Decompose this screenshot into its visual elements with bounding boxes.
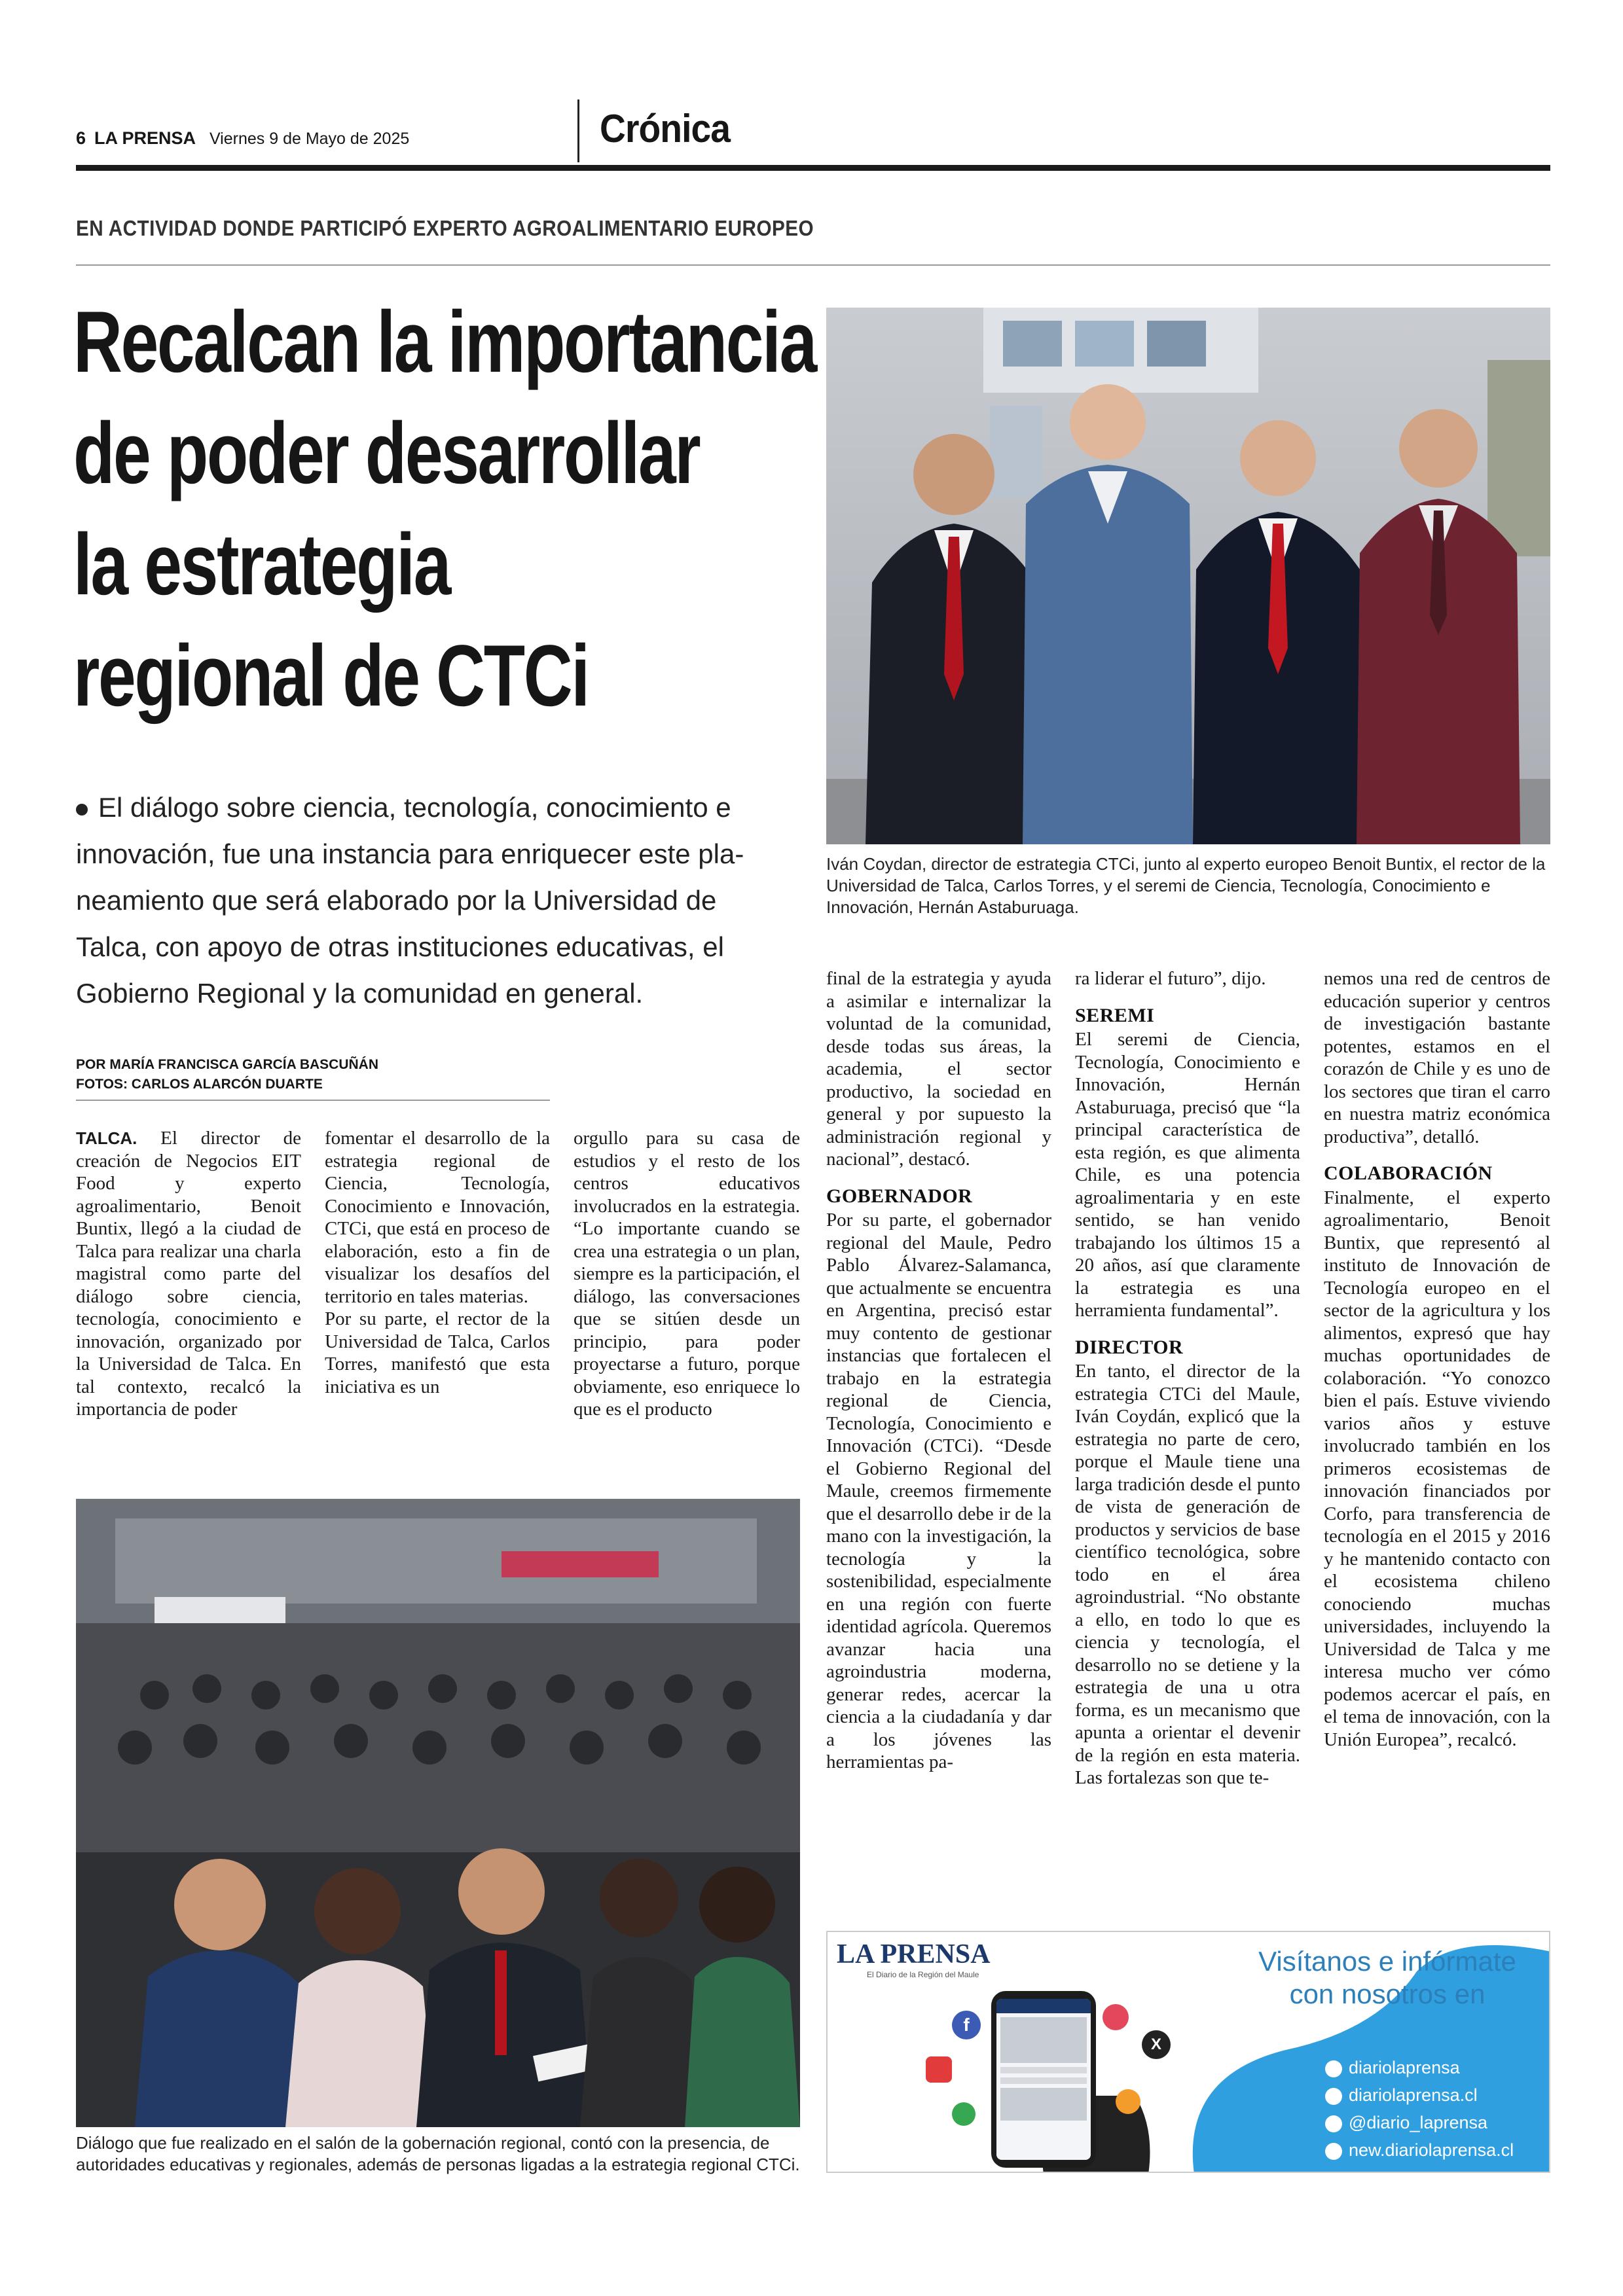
x-logo-icon: X	[1142, 2030, 1171, 2059]
byline-rule	[76, 1100, 550, 1101]
paragraph: El director de creación de Negocios EIT Food y experto agroalimentario, Benoit Buntix, llegó a la ciudad de Talca para realizar una charla magistral como parte del diálogo sobre ciencia, tecnología, conocimiento e innovación, organizado por la Universidad de Talca. En tal contexto, recalcó la importancia de poder	[76, 1128, 301, 1420]
paragraph: Por su parte, el rector de la Universidad de Talca, Carlos Torres, manifestó que esta iniciativa es un	[325, 1308, 550, 1397]
section-name: Crónica	[600, 107, 731, 151]
whatsapp-icon	[952, 2102, 976, 2126]
ad-headline	[1233, 1945, 1541, 2011]
ad-link-text: @diario_laprensa	[1349, 2113, 1488, 2132]
headline-line: la estrategia	[73, 516, 450, 613]
paragraph: El seremi de Ciencia, Tecnología, Conocimiento e Innovación, Hernán Astaburuaga, precisó que “la principal característica de esta región, es que alimenta Chile, es una potencia agroalimentaria y en este sentido, se han venido trabajando los últimos 15 a 20 años, así que claramente la estrategia es una herramienta fundamental”.	[1075, 1029, 1300, 1321]
deck	[76, 784, 790, 1016]
paragraph: En tanto, el director de la estrategia CTCi del Maule, Iván Coydán, explicó que la estrategia no parte de cero, porque el Maule tiene una larga tradición desde el punto de vista de generación de productos y servicios de base científico tecnológica, sobre todo en el área agroindustrial. “No obstante a ello, en todo lo que es ciencia y tecnología, el desarrollo no se detiene y la estrategia de una u otra forma, es un mecanismo que apunta a orientar el devenir de la región en esta materia. Las fortalezas son que te-	[1075, 1361, 1300, 1788]
photo-audience-caption: Diálogo que fue realizado en el salón de la gobernación regional, contó con la presencia, de autoridades educativas y regionales, además de personas ligadas a la estrategia regional CTCi.	[76, 2133, 800, 2174]
subheading-seremi: SEREMI	[1075, 1004, 1155, 1026]
notification-icon	[1103, 2004, 1129, 2030]
photo-audience	[76, 1499, 800, 2127]
page-header	[76, 128, 409, 149]
paragraph: nemos una red de centros de educación superior y centros de investigación bastante potentes, estamos en el corazón de Chile y es uno de los sectores que tiran el carro en nuestra matriz económica productiva”, detalló.	[1324, 968, 1550, 1147]
byline-photos: FOTOS: CARLOS ALARCÓN DUARTE	[76, 1077, 323, 1092]
paragraph: Finalmente, el experto agroalimentario, Benoit Buntix, que representó al instituto de Innovación de Tecnología europeo en el sector de la agricultura y los alimentos, expresó que hay muchas oportunidades de colaboración. “Yo conozco bien el país. Estuve viviendo varios años y estuve involucrado también en los primeros ecosistemas de innovación financiados por Corfo, para transferencia de tecnología en el 2015 y 2016 y he mantenido contacto con el ecosistema chileno conociendo muchas universidades, incluyendo la Universidad de Talca y me interesa mucho ver cómo podemos acercar el país, en el tema de innovación, con la Unión Europea”, recalcó.	[1324, 1187, 1550, 1750]
article-column	[76, 1127, 301, 1421]
ad-link-x[interactable]	[1325, 2109, 1541, 2136]
headline	[73, 287, 829, 732]
globe-icon	[1325, 2143, 1342, 2160]
deck-line: El diálogo sobre ciencia, tecnología, conocimiento e	[98, 792, 731, 823]
ad-link-facebook[interactable]	[1325, 2054, 1541, 2081]
photo-officials	[826, 308, 1550, 844]
issue-date: Viernes 9 de Mayo de 2025	[209, 130, 410, 148]
ad-link-text: diariolaprensa.cl	[1349, 2085, 1478, 2105]
kicker-rule	[76, 264, 1550, 266]
x-icon	[1325, 2115, 1342, 2132]
audience-photo-illustration	[76, 1499, 800, 2127]
article-column	[574, 1127, 800, 1421]
dateline: TALCA.	[76, 1128, 137, 1148]
photo-officials-caption: Iván Coydan, director de estrategia CTCi, junto al experto europeo Benoit Buntix, el rector de la Universidad de Talca, Carlos Torres, y el seremi de Ciencia, Tecnología, Conocimiento e Innovación, Hernán Astaburuaga.	[826, 854, 1546, 917]
web-icon	[1325, 2088, 1342, 2105]
deck-line: Gobierno Regional y la comunidad en general.	[76, 978, 644, 1009]
ad-links	[1325, 2054, 1541, 2164]
paragraph: final de la estrategia y ayuda a asimilar e internalizar la voluntad de la comunidad, desde todas sus áreas, la academia, el sector productivo, la sociedad en general y por supuesto la administración regional y nacional”, destacó.	[826, 968, 1051, 1170]
phone-screen	[996, 1999, 1091, 2160]
subheading-director: DIRECTOR	[1075, 1336, 1184, 1358]
paragraph: Por su parte, el gobernador regional del Maule, Pedro Pablo Álvarez-Salamanca, que actualmente se encuentra en Argentina, precisó estar muy contento de gestionar instancias que fortalecen el trabajo en la estrategia regional de Ciencia, Tecnología, Conocimiento e Innovación (CTCi). “Desde el Gobierno Regional del Maule, creemos firmemente que el desarrollo debe ir de la mano con la investigación, la tecnología y la sostenibilidad, especialmente en una región con fuerte identidad agrícola. Queremos avanzar hacia una agroindustria moderna, generar redes, acercar la ciencia a la ciudadanía y dar a los jóvenes las herramientas pa-	[826, 1210, 1051, 1772]
ad-headline-line: Visítanos e infórmate	[1258, 1946, 1516, 1977]
kicker: EN ACTIVIDAD DONDE PARTICIPÓ EXPERTO AGROALIMENTARIO EUROPEO	[76, 216, 814, 240]
publication-name: LA PRENSA	[94, 128, 196, 148]
bullet-icon	[76, 804, 88, 816]
paragraph: ra liderar el futuro”, dijo.	[1075, 968, 1266, 989]
subheading-gobernador: GOBERNADOR	[826, 1185, 973, 1207]
header-separator	[577, 99, 579, 162]
subheading-colaboracion: COLABORACIÓN	[1324, 1162, 1493, 1184]
headline-line: de poder desarrollar	[73, 405, 700, 502]
article-column	[826, 967, 1051, 1774]
paragraph: fomentar el desarrollo de la estrategia regional de Ciencia, Tecnología, Conocimiento e Innovación, CTCi, que está en proceso de elaboración, esto a fin de visualizar los desafíos del territorio en tales materias.	[325, 1128, 550, 1307]
youtube-icon	[926, 2056, 952, 2083]
headline-line: Recalcan la importancia	[73, 294, 816, 391]
ad-tagline: El Diario de la Región del Maule	[867, 1970, 979, 1979]
deck-line: innovación, fue una instancia para enriquecer este pla-	[76, 838, 744, 869]
article-column	[325, 1127, 550, 1398]
deck-line: Talca, con apoyo de otras instituciones educativas, el	[76, 931, 724, 962]
ad-link-globe[interactable]	[1325, 2136, 1541, 2164]
ad-headline-line: con nosotros en	[1289, 1979, 1486, 2009]
article-column	[1324, 967, 1550, 1751]
facebook-icon	[1325, 2060, 1342, 2077]
facebook-icon: f	[952, 2011, 981, 2039]
byline-author: POR MARÍA FRANCISCA GARCÍA BASCUÑÁN	[76, 1057, 378, 1072]
headline-line: regional de CTCi	[73, 628, 589, 725]
article-column	[1075, 967, 1300, 1789]
ad-link-text: diariolaprensa	[1349, 2058, 1460, 2077]
promo-ad[interactable]	[826, 1931, 1550, 2173]
deck-line: neamiento que será elaborado por la Universidad de	[76, 885, 717, 916]
byline	[76, 1055, 378, 1094]
heart-icon	[1116, 2089, 1140, 2114]
officials-photo-illustration	[826, 308, 1550, 844]
header-rule	[76, 165, 1550, 171]
ad-link-text: new.diariolaprensa.cl	[1349, 2140, 1514, 2160]
ad-brand: LA PRENSA	[837, 1939, 991, 1969]
paragraph: orgullo para su casa de estudios y el resto de los centros educativos involucrados en la estrategia. “Lo importante cuando se crea una estrategia o un plan, siempre es la participación, el diálogo, las conversaciones que se sitúen desde un principio, para poder proyectarse a futuro, porque obviamente, eso enriquece lo que es el producto	[574, 1128, 800, 1420]
page-number: 6	[76, 128, 86, 148]
ad-link-web[interactable]	[1325, 2081, 1541, 2109]
phone-icon	[991, 1991, 1096, 2168]
